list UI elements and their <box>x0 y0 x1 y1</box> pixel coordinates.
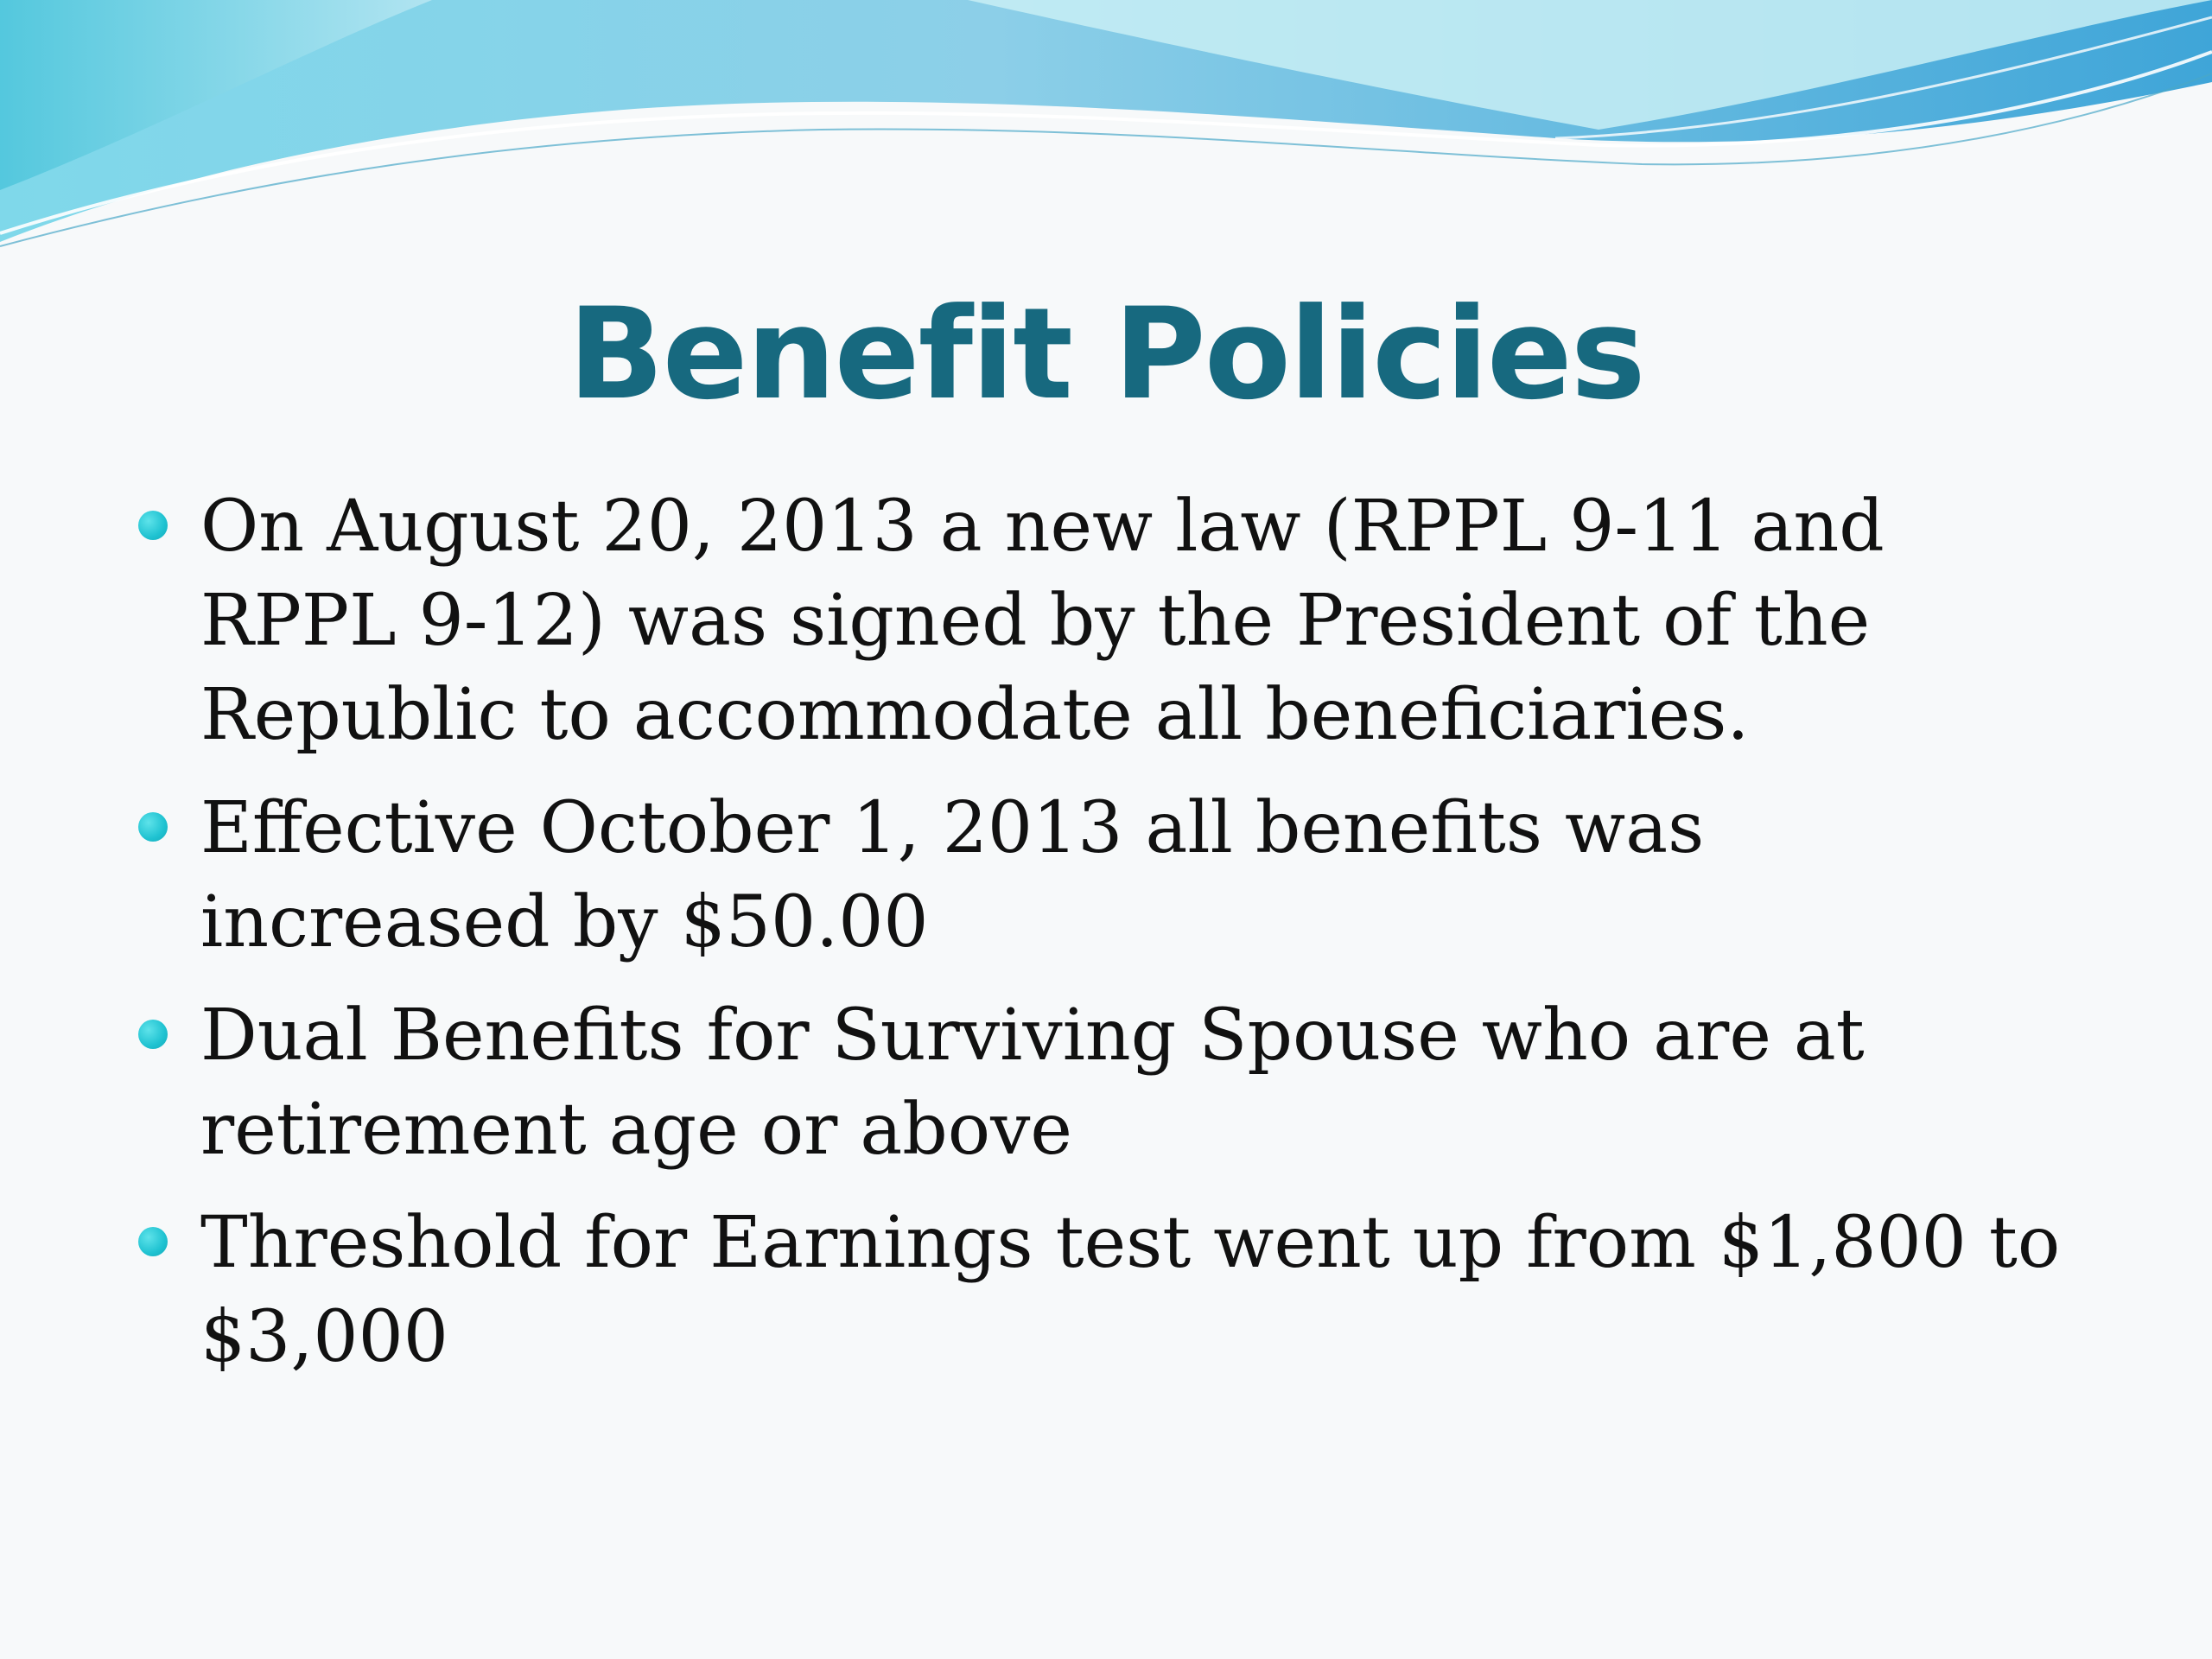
bullet-icon <box>138 1227 168 1256</box>
bullet-item <box>138 781 2074 969</box>
bullet-text: Effective October 1, 2013 all benefits was increased by $50.00 <box>200 787 1705 963</box>
bullet-text: On August 20, 2013 a new law (RPPL 9-11 and RPPL 9-12) was signed by the President of the Republic to accommodate all beneficiaries. <box>200 486 1885 756</box>
bullet-item <box>138 1196 2074 1384</box>
slide-title: Benefit Policies <box>568 281 1644 428</box>
bullet-text: Dual Benefits for Surviving Spouse who are at retirement age or above <box>200 995 1865 1171</box>
bullet-item <box>138 480 2074 762</box>
header-wave-decoration <box>0 0 2212 259</box>
bullet-icon <box>138 511 168 540</box>
bullet-list <box>138 480 2074 1403</box>
bullet-item <box>138 988 2074 1177</box>
bullet-text: Threshold for Earnings test went up from $1,800 to $3,000 <box>200 1202 2061 1378</box>
bullet-icon <box>138 812 168 842</box>
bullet-icon <box>138 1020 168 1049</box>
